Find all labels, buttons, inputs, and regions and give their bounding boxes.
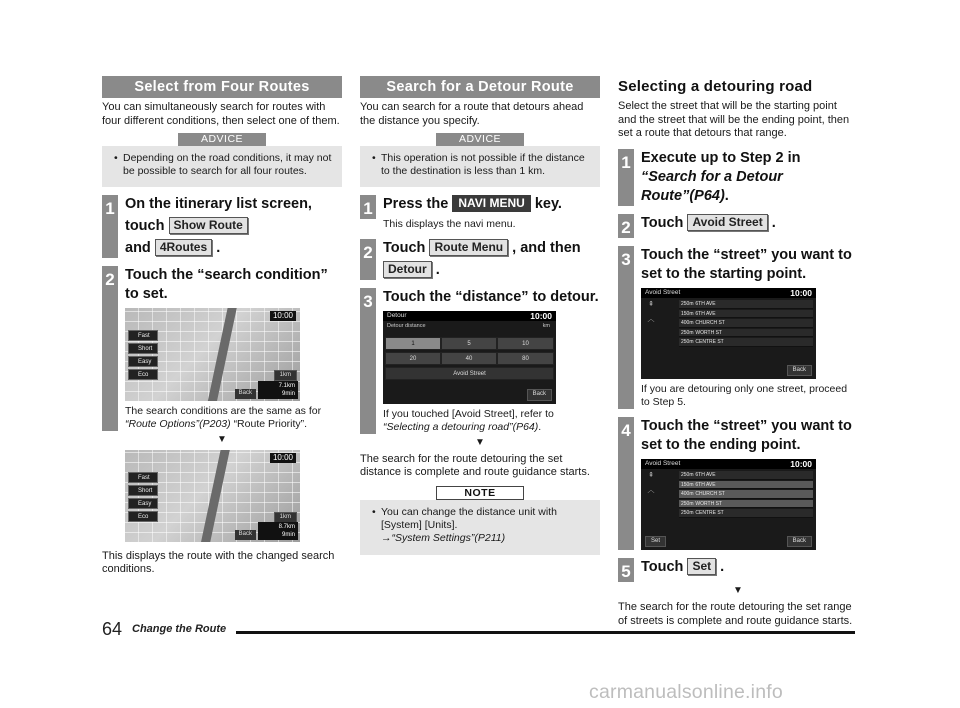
street-row[interactable]: 250m 6TH AVE [679, 471, 813, 480]
scroll-top-icon[interactable]: ⇞ [648, 472, 654, 480]
back-button[interactable]: Back [235, 389, 256, 399]
selecting-road-reference: “Selecting a detouring road”(P64) [383, 421, 539, 433]
route-info: 7.1km 9min [258, 381, 298, 399]
detouring-road-outro: The search for the route detouring the set range of streets is complete and route guidance starts. [618, 600, 853, 627]
avoid-street-start-screenshot [641, 288, 816, 379]
advice-text: • Depending on the road conditions, it may not be possible to search for all four routes. [114, 152, 334, 178]
advice-box [360, 146, 600, 187]
route-options-reference: “Route Options”(P203) [125, 417, 231, 430]
map-view [125, 450, 300, 542]
step-3 [360, 288, 600, 434]
step-number: 1 [360, 195, 376, 219]
arrow-down: ▼ [217, 434, 227, 445]
note-tab: NOTE [436, 486, 524, 500]
step-title: Touch the “street” you want to set to the starting point. [641, 247, 852, 282]
condition-eco-button[interactable]: Eco [128, 511, 158, 522]
step-number: 4 [618, 417, 634, 550]
screen-title: Avoid Street [641, 288, 816, 298]
clock: 10:00 [790, 459, 812, 470]
advice-tab: ADVICE [436, 133, 524, 146]
step-4 [618, 417, 858, 550]
step-title: Touch Route Menu , and then Detour . [383, 239, 581, 278]
condition-fast-button[interactable]: Fast [128, 330, 158, 341]
arrow-down: ▼ [733, 585, 743, 597]
street-row[interactable]: 250m WORTH ST [679, 329, 813, 338]
street-row[interactable]: 250m WORTH ST [679, 500, 813, 509]
condition-short-button[interactable]: Short [128, 343, 158, 354]
distance-option-80[interactable]: 80 [497, 352, 554, 365]
note-box [360, 500, 600, 554]
distance-option-20[interactable]: 20 [385, 352, 441, 365]
step-title: Touch the “search condition” to set. [125, 266, 328, 302]
condition-fast-button[interactable]: Fast [128, 472, 158, 483]
detour-route-reference: “Search for a Detour Route”(P64) [641, 169, 783, 204]
step-number: 2 [102, 266, 118, 431]
step3-sub: If you are detouring only one street, proceed to Step 5. [641, 383, 848, 409]
street-row[interactable]: 150m 6TH AVE [679, 481, 813, 490]
unit-label: km [542, 322, 550, 329]
navi-menu-key[interactable]: NAVI MENU [452, 195, 530, 212]
street-row[interactable]: 150m 6TH AVE [679, 310, 813, 319]
step-title: Press the NAVI MENU key. [383, 195, 562, 212]
step2-caption: The search conditions are the same as for “Route Options”(P203) “Route Priority”. [125, 404, 322, 430]
advice-box [102, 146, 342, 187]
clock: 10:00 [270, 311, 296, 321]
step-number: 1 [102, 195, 118, 258]
detour-button[interactable]: Detour [383, 261, 432, 278]
step1-sub: This displays the navi menu. [383, 217, 516, 230]
avoid-street-end-screenshot [641, 459, 816, 550]
street-row[interactable]: 250m CENTRE ST [679, 509, 813, 518]
column-four-routes [102, 76, 342, 577]
map-view [125, 308, 300, 401]
advice-tab: ADVICE [178, 133, 266, 146]
back-button[interactable]: Back [527, 389, 552, 401]
step-title: Execute up to Step 2 in “Search for a Detour Route”(P64). [641, 150, 801, 204]
street-row[interactable]: 400m CHURCH ST [679, 490, 813, 499]
arrow-down: ▼ [475, 437, 485, 449]
column-detouring-road [618, 76, 858, 628]
note-text: • You can change the distance unit with [System] [Units]. →“System Settings”(P211) [372, 506, 592, 545]
four-routes-intro: You can simultaneously search for routes with four different conditions, then select one of them. [102, 101, 340, 127]
changed-route-screenshot [125, 450, 300, 542]
street-row[interactable]: 250m 6TH AVE [679, 300, 813, 309]
condition-easy-button[interactable]: Easy [128, 356, 158, 367]
step-1 [360, 195, 600, 231]
step-title: Touch the “street” you want to set to the ending point. [641, 418, 852, 454]
route-menu-button[interactable]: Route Menu [429, 239, 508, 256]
scroll-up-icon[interactable]: ︿ [647, 487, 655, 495]
scale-label: 1km [274, 370, 297, 382]
advice-text: • This operation is not possible if the distance to the destination is less than 1 km. [372, 152, 592, 178]
system-settings-reference: →“System Settings”(P211) [381, 532, 506, 545]
step-1 [102, 195, 342, 258]
scroll-up-icon[interactable]: ︿ [647, 316, 655, 323]
avoid-street-button[interactable]: Avoid Street [385, 367, 554, 380]
detouring-road-intro: Select the street that will be the starting point and the street that will be the ending point, then set a route that detours that range. [618, 99, 850, 140]
step-2 [102, 266, 342, 431]
step-number: 1 [618, 149, 634, 206]
step-title: Touch the “distance” to detour. [383, 288, 599, 305]
step-5 [618, 558, 858, 582]
four-routes-outro: This displays the route with the changed search conditions. [102, 549, 335, 576]
screen-title: Detour [383, 311, 556, 321]
section-heading-four-routes: Select from Four Routes [102, 76, 342, 98]
street-row[interactable]: 400m CHURCH ST [679, 319, 813, 328]
distance-option-40[interactable]: 40 [441, 352, 497, 365]
street-row[interactable]: 250m CENTRE ST [679, 338, 813, 347]
step-number: 2 [618, 214, 634, 238]
column-detour-route [360, 76, 600, 555]
detour-intro: You can search for a route that detours ahead the distance you specify. [360, 101, 584, 127]
section-heading-detouring-road: Selecting a detouring road [618, 78, 813, 95]
footer-rule [236, 631, 855, 634]
chapter-title: Change the Route [132, 623, 227, 635]
back-button[interactable]: Back [787, 536, 812, 548]
distance-option-5[interactable]: 5 [441, 337, 497, 350]
clock: 10:00 [530, 310, 552, 321]
avoid-street-button[interactable]: Avoid Street [687, 214, 767, 231]
condition-easy-button[interactable]: Easy [128, 498, 158, 509]
step-1 [618, 149, 858, 206]
route-info: 8.7km 9min [258, 522, 298, 540]
scale-label: 1km [274, 512, 297, 524]
step-title: Touch Avoid Street . [641, 215, 776, 231]
distance-option-1[interactable]: 1 [385, 337, 441, 350]
step-title: Touch Set . [641, 559, 725, 576]
step-2 [618, 214, 858, 238]
scroll-top-icon[interactable]: ⇞ [648, 301, 654, 308]
set-button[interactable]: Set [687, 558, 716, 575]
step-number: 5 [618, 558, 634, 582]
detour-distance-screenshot [383, 311, 556, 404]
watermark: carmanualsonline.info [589, 681, 783, 703]
page-number: 64 [102, 619, 123, 639]
clock: 10:00 [270, 453, 296, 463]
route-conditions-screenshot [125, 308, 300, 401]
step-number: 3 [360, 288, 376, 434]
show-route-button[interactable]: Show Route [169, 217, 248, 234]
step-title: On the itinerary list screen, touch Show Route and 4Routes . [125, 195, 312, 256]
step3-sub: If you touched [Avoid Street], refer to “Selecting a detouring road”(P64). [383, 407, 554, 433]
section-heading-detour: Search for a Detour Route [360, 76, 600, 98]
step-number: 2 [360, 239, 376, 280]
clock: 10:00 [790, 288, 812, 298]
back-button[interactable]: Back [235, 530, 256, 540]
step-2 [360, 239, 600, 280]
condition-short-button[interactable]: Short [128, 485, 158, 496]
detour-outro: The search for the route detouring the set distance is complete and route guidance starts. [360, 452, 590, 479]
distance-option-10[interactable]: 10 [497, 337, 554, 350]
screen-title: Avoid Street [641, 459, 816, 469]
4routes-button[interactable]: 4Routes [155, 239, 212, 256]
set-button[interactable]: Set [645, 536, 666, 548]
condition-eco-button[interactable]: Eco [128, 369, 158, 380]
detour-distance-label: Detour distance [387, 322, 426, 329]
step-3 [618, 246, 858, 409]
back-button[interactable]: Back [787, 365, 812, 377]
step-number: 3 [618, 246, 634, 409]
